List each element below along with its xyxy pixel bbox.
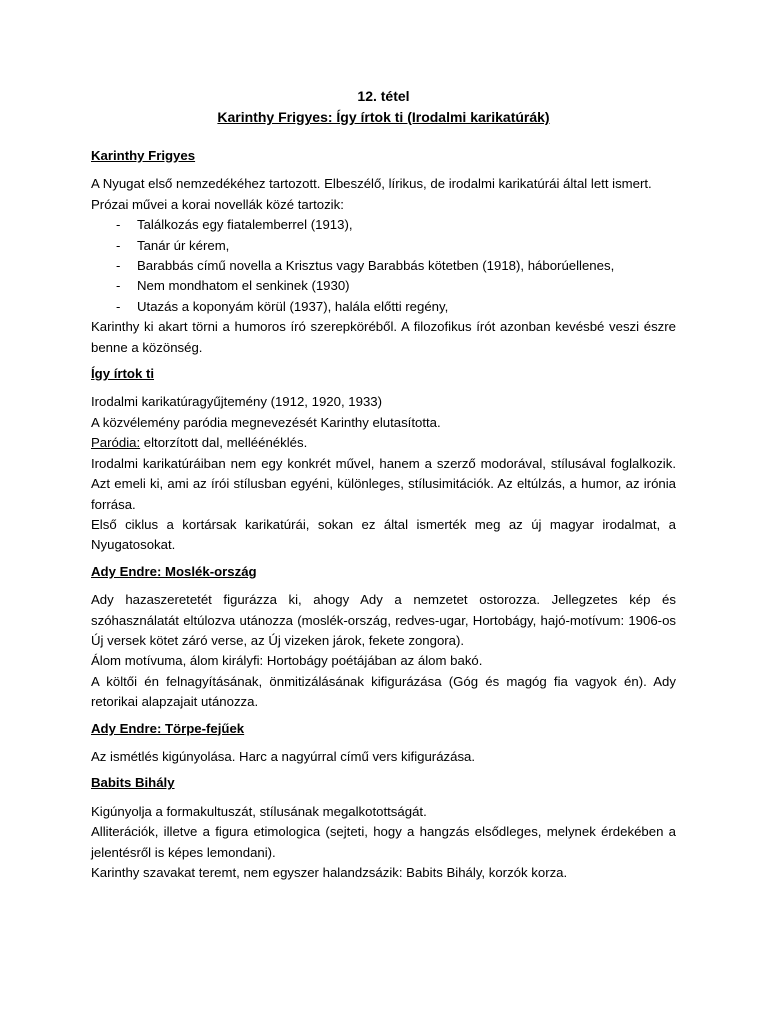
section-heading: Babits Bihály bbox=[91, 775, 175, 791]
paragraph: Irodalmi karikatúráiban nem egy konkrét művel, hanem a szerző modorával, stílusával foglalkozik. Azt emeli ki, ami az írói stílusban egyéni, különleges, stílusimitációk. Az eltúlzás, a humor, az irónia forrása. bbox=[91, 455, 676, 512]
section-babits-bihaly bbox=[91, 773, 676, 883]
section-heading: Így írtok ti bbox=[91, 366, 155, 382]
document-title: 12. tétel bbox=[357, 88, 410, 104]
paragraph: Kigúnyolja a formakultuszát, stílusának megalkotottságát. bbox=[91, 803, 427, 819]
section-heading: Ady Endre: Törpe-fejűek bbox=[91, 720, 245, 736]
paragraph: Első ciklus a kortársak karikatúrái, sokan ez által ismerték meg az új magyar irodalmat, a Nyugatosokat. bbox=[91, 516, 676, 553]
paragraph: A költői én felnagyításának, önmitizálásának kifigurázása (Góg és magóg fia vagyok én). Ady retorikai alapzajait utánozza. bbox=[91, 673, 676, 710]
section-karinthy bbox=[91, 146, 676, 358]
section-torpe-fejuek bbox=[91, 719, 676, 768]
list-item: - Nem mondhatom el senkinek (1930) bbox=[91, 276, 676, 296]
paragraph: Álom motívuma, álom királyfi: Hortobágy poétájában az álom bakó. bbox=[91, 653, 483, 669]
works-list bbox=[91, 215, 676, 317]
document-subtitle: Karinthy Frigyes: Így írtok ti (Irodalmi karikatúrák) bbox=[217, 109, 550, 125]
document-page bbox=[91, 86, 676, 889]
paragraph: Karinthy ki akart törni a humoros író szerepköréből. A filozofikus írót azonban kevésbé veszi észre benne a közönség. bbox=[91, 319, 676, 355]
paragraph: A Nyugat első nemzedékéhez tartozott. Elbeszélő, lírikus, de irodalmi karikatúrái által lett ismert. bbox=[91, 176, 652, 192]
term-label: Paródia: bbox=[91, 435, 141, 451]
section-moslek-orszag bbox=[91, 562, 676, 713]
section-heading: Karinthy Frigyes bbox=[91, 148, 196, 163]
paragraph: Irodalmi karikatúragyűjtemény (1912, 1920, 1933) bbox=[91, 394, 383, 410]
list-item: - Találkozás egy fiatalemberrel (1913), bbox=[91, 215, 676, 235]
paragraph: Az ismétlés kigúnyolása. Harc a nagyúrral című vers kifigurázása. bbox=[91, 748, 476, 764]
paragraph-parodia bbox=[91, 433, 676, 453]
list-item: - Utazás a koponyám körül (1937), halála előtti regény, bbox=[91, 297, 676, 317]
list-item: - Barabbás című novella a Krisztus vagy Barabbás kötetben (1918), háborúellenes, bbox=[91, 256, 676, 276]
paragraph: Ady hazaszeretetét figurázza ki, ahogy Ady a nemzetet ostorozza. Jellegzetes kép és szóhasználatát eltúlozva utánozza (moslék-ország, redves-ugar, Hortobágy, hajó-motívum: 1906-os Új versek kötet záró verse, az Új vizeken járok, fekete zongora). bbox=[91, 592, 676, 648]
paragraph: Karinthy szavakat teremt, nem egyszer halandzsázik: Babits Bihály, korzók korza. bbox=[91, 865, 568, 880]
paragraph: Prózai művei a korai novellák közé tartozik: bbox=[91, 196, 344, 212]
list-item: - Tanár úr kérem, bbox=[91, 236, 676, 256]
paragraph: A közvélemény paródia megnevezését Karinthy elutasította. bbox=[91, 414, 441, 430]
section-igy-irtok-ti bbox=[91, 364, 676, 556]
term-definition: eltorzított dal, melléénéklés. bbox=[140, 435, 308, 451]
section-heading: Ady Endre: Moslék-ország bbox=[91, 563, 257, 579]
paragraph: Alliterációk, illetve a figura etimologica (sejteti, hogy a hangzás elsődleges, melynek érdekében a jelentésről is képes lemondani). bbox=[91, 824, 676, 860]
